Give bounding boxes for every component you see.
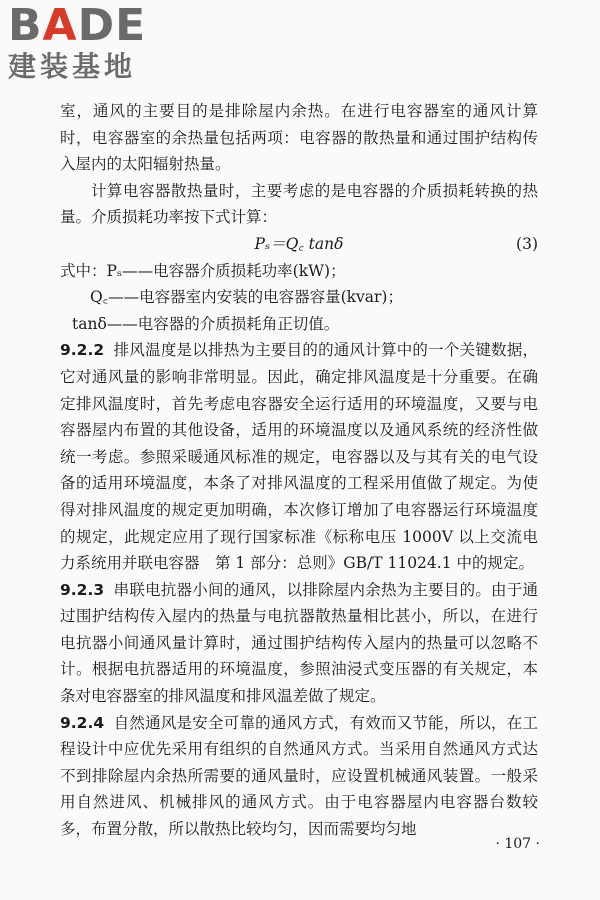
- logo-letter-b: B: [8, 0, 43, 51]
- page-number: · 107 ·: [495, 836, 540, 852]
- logo-letter-a: A: [42, 0, 78, 51]
- section-9-2-3: [60, 577, 538, 710]
- section-number: 9.2.3: [60, 580, 105, 599]
- paragraph-heat: 计算电容器散热量时，主要考虑的是电容器的介质损耗转换的热量。介质损耗功率按下式计算：: [60, 181, 538, 227]
- logo-letters-de: DE: [77, 0, 147, 51]
- section-9-2-2: [60, 337, 538, 576]
- section-9-2-4: [60, 710, 538, 843]
- paragraph-intro: 室，通风的主要目的是排除屋内余热。在进行电容器室的通风计算时，电容器室的余热量包括两项：电容器的散热量和通过围护结构传入屋内的太阳辐射热量。: [60, 102, 538, 174]
- formula-row: [60, 231, 538, 258]
- logo-subtitle: 建装基地: [8, 50, 137, 83]
- bade-logo: [0, 0, 190, 86]
- section-number: 9.2.4: [60, 713, 105, 732]
- definition-qc: Q꜀——电容器室内安装的电容器容量(kvar)；: [90, 288, 403, 307]
- formula-number: (3): [516, 234, 538, 253]
- section-text: 排风温度是以排热为主要目的的通风计算中的一个关键数据，它对通风量的影响非常明显。因此，确定排风温度是十分重要。在确定排风温度时，首先考虑电容器安全运行适用的环境温度，又要与电容器屋内布置的其他设备，适用的环境温度以及通风系统的经济性做统一考虑。参照采暖通风标准的规定，电容器以及与其有关的电气设备的适用环境温度，本条了对排风温度的工程采用值做了规定。为使得对排风温度的规定更加明确，本次修订增加了电容器运行环境温度的规定，此规定应用了现行国家标准《标称电压 1000V 以上交流电力系统用并联电容器 第 1 部分：总则》GB/T 11024.1 中的规定。: [60, 341, 538, 573]
- section-text: 自然通风是安全可靠的通风方式，有效而又节能，所以，在工程设计中应优先采用有组织的自然通风方式。当采用自然通风方式达不到排除屋内余热所需要的通风量时，应设置机械通风装置。一般采用自然进风、机械排风的通风方式。由于电容器屋内电容器台数较多，布置分散，所以散热比较均匀，因而需要均匀地: [60, 713, 538, 839]
- section-text: 串联电抗器小间的通风，以排除屋内余热为主要目的。由于通过围护结构传入屋内的热量与电抗器散热量相比甚小，所以，在进行电抗器小间通风量计算时，通过围护结构传入屋内的热量可以忽略不计。根据电抗器适用的环境温度，参照油浸式变压器的有关规定，本条对电容器室的排风温度和排风温差做了规定。: [60, 580, 538, 706]
- document-page: [60, 98, 538, 843]
- definition-ps: 式中：Pₛ——电容器介质损耗功率(kW)；: [60, 261, 346, 280]
- section-number: 9.2.2: [60, 341, 105, 360]
- formula: Pₛ＝Q꜀ tanδ: [254, 234, 344, 253]
- logo-wordmark: [8, 0, 146, 52]
- definition-tan: tanδ——电容器的介质损耗角正切值。: [72, 314, 340, 333]
